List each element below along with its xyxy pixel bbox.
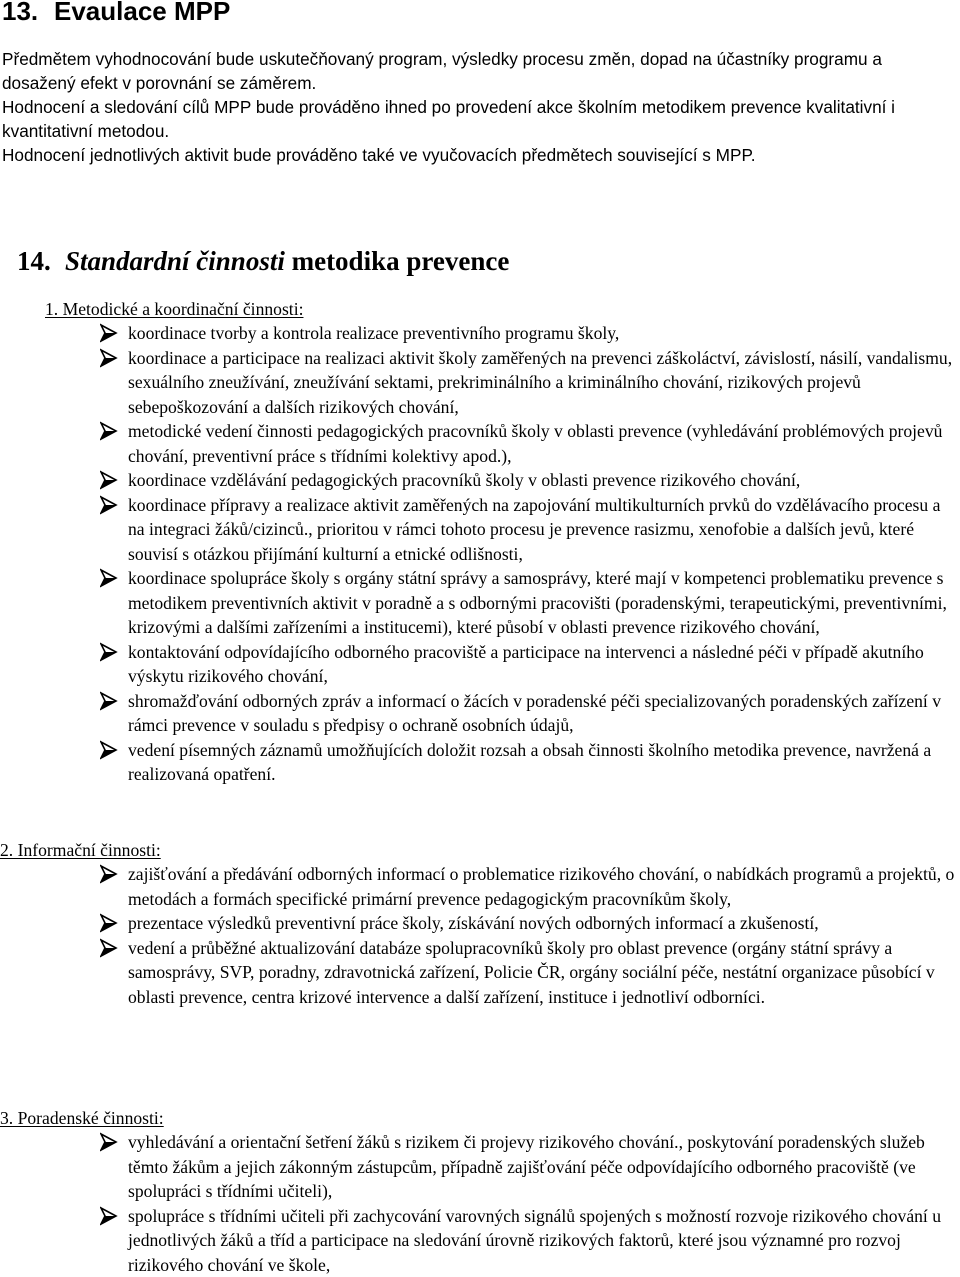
paragraph: Předmětem vyhodnocování bude uskutečňovaný program, výsledky procesu změn, dopad na účastníky programu a dosažený efekt v porovnání se záměrem. [2, 49, 882, 93]
group-heading: 1. Metodické a koordinační činnosti: [45, 299, 304, 319]
arrowhead-bullet-icon [100, 323, 118, 343]
section-13-body [2, 47, 952, 167]
list-item [0, 321, 960, 346]
list-item [0, 911, 960, 936]
group-list [0, 321, 960, 787]
arrowhead-bullet-icon [100, 691, 118, 711]
list-item [0, 419, 960, 468]
list-item [0, 1204, 960, 1277]
paragraph: Hodnocení jednotlivých aktivit bude prováděno také ve vyučovacích předmětech související s MPP. [2, 145, 756, 165]
arrowhead-bullet-icon [100, 642, 118, 662]
list-item [0, 468, 960, 493]
list-item [0, 640, 960, 689]
list-item-text: zajišťování a předávání odborných informací o problematice rizikového chování, o nabídkách programů a projektů, o metodách a formách specifické primární prevence pedagogickým pracovníkům školy, [128, 864, 955, 909]
list-item-text: koordinace přípravy a realizace aktivit zaměřených na zapojování multikulturních prvků do vzdělávacího procesu a na integraci žáků/cizinců., prioritou v rámci tohoto procesu je prevence rasizmu, xenofobie a dalších jevů, které souvisí s otázkou přijímání kulturní a etnické odlišnosti, [128, 494, 941, 564]
arrowhead-bullet-icon [100, 495, 118, 515]
arrowhead-bullet-icon [100, 568, 118, 588]
list-item [0, 689, 960, 738]
section-14-number: 14. [17, 246, 51, 276]
list-item-text: spolupráce s třídními učiteli při zachycování varovných signálů spojených s možností rozvoje rizikového chování u jednotlivých žáků a tříd a participace na sledování úrovně rizikových faktorů, které jsou významné pro rozvoj rizikového chování ve škole, [128, 1205, 942, 1275]
group-list [0, 862, 960, 1009]
arrowhead-bullet-icon [100, 740, 118, 760]
section-13-number: 13. [2, 0, 39, 26]
arrowhead-bullet-icon [100, 938, 118, 958]
section-14-title-rest: metodika prevence [284, 246, 510, 276]
list-item-text: vedení a průběžné aktualizování databáze spolupracovníků školy pro oblast prevence (orgány státní správy a samosprávy, SVP, poradny, zdravotnická zařízení, Policie ČR, orgány sociální péče, nestátní organizace působící v oblasti prevence, centra krizové intervence a další zařízení, instituce i jednotliví odborníci. [128, 937, 935, 1007]
list-item [0, 862, 960, 911]
list-item-text: vedení písemných záznamů umožňujících doložit rozsah a obsah činnosti školního metodika prevence, navržená a realizovaná opatření. [128, 739, 932, 784]
list-item [0, 738, 960, 787]
list-item-text: koordinace spolupráce školy s orgány státní správy a samosprávy, které mají v kompetenci problematiku prevence s metodikem preventivních aktivit v poradně a s odbornými pracovišti (poradenskými, terapeutickými, preventivními, krizovými a dalšími zařízeními a institucemi), které působí v oblasti prevence rizikového chování, [128, 568, 947, 637]
list-item-text: prezentace výsledků preventivní práce školy, získávání nových odborných informací a zkušeností, [128, 913, 819, 933]
list-item-text: koordinace a participace na realizaci aktivit školy zaměřených na prevenci záškoláctví, závislostí, násilí, vandalismu, sexuálního zneužívání, zneužívání sektami, prekriminálního a kriminálního chování, rizikových projevů sebepoškozování a dalších rizikových chování, [128, 347, 953, 417]
section-13-heading [2, 0, 230, 28]
arrowhead-bullet-icon [100, 421, 118, 441]
list-item-text: koordinace vzdělávání pedagogických pracovníků školy v oblasti prevence rizikového chování, [128, 470, 801, 490]
group-heading: 3. Poradenské činnosti: [0, 1108, 164, 1128]
section-14-title-italic: Standardní činnosti [65, 246, 285, 276]
arrowhead-bullet-icon [100, 913, 118, 933]
section-13-title: Evaulace MPP [54, 0, 231, 26]
list-item [0, 566, 960, 640]
list-item [0, 493, 960, 567]
arrowhead-bullet-icon [100, 470, 118, 490]
list-item-text: shromažďování odborných zpráv a informací o žácích v poradenské péči specializovaných poradenských zařízení v rámci prevence v souladu s předpisy o ochraně osobních údajů, [128, 690, 942, 735]
list-item-text: vyhledávání a orientační šetření žáků s rizikem či projevy rizikového chování., poskytování poradenských služeb těmto žákům a jejich zákonným zástupcům, případně zajišťování péče odpovídajícího odborného pracoviště (ve spolupráci s třídními učiteli), [128, 1132, 925, 1201]
arrowhead-bullet-icon [100, 864, 118, 884]
arrowhead-bullet-icon [100, 1132, 118, 1152]
list-item [0, 936, 960, 1010]
list-item-text: koordinace tvorby a kontrola realizace preventivního programu školy, [128, 323, 620, 343]
list-item [0, 346, 960, 420]
arrowhead-bullet-icon [100, 1206, 118, 1226]
list-item-text: metodické vedení činnosti pedagogických pracovníků školy v oblasti prevence (vyhledávání problémových projevů chování, preventivní práce s třídními kolektivy apod.), [128, 421, 943, 466]
group-heading: 2. Informační činnosti: [0, 840, 161, 860]
list-item [0, 1130, 960, 1204]
paragraph: Hodnocení a sledování cílů MPP bude prováděno ihned po provedení akce školním metodikem prevence kvalitativní i kvantitativní metodou. [2, 97, 896, 141]
section-14-heading [17, 244, 509, 278]
list-item-text: kontaktování odpovídajícího odborného pracoviště a participace na intervenci a následné péči v případě akutního výskytu rizikového chování, [128, 641, 924, 686]
arrowhead-bullet-icon [100, 348, 118, 368]
group-list [0, 1130, 960, 1277]
